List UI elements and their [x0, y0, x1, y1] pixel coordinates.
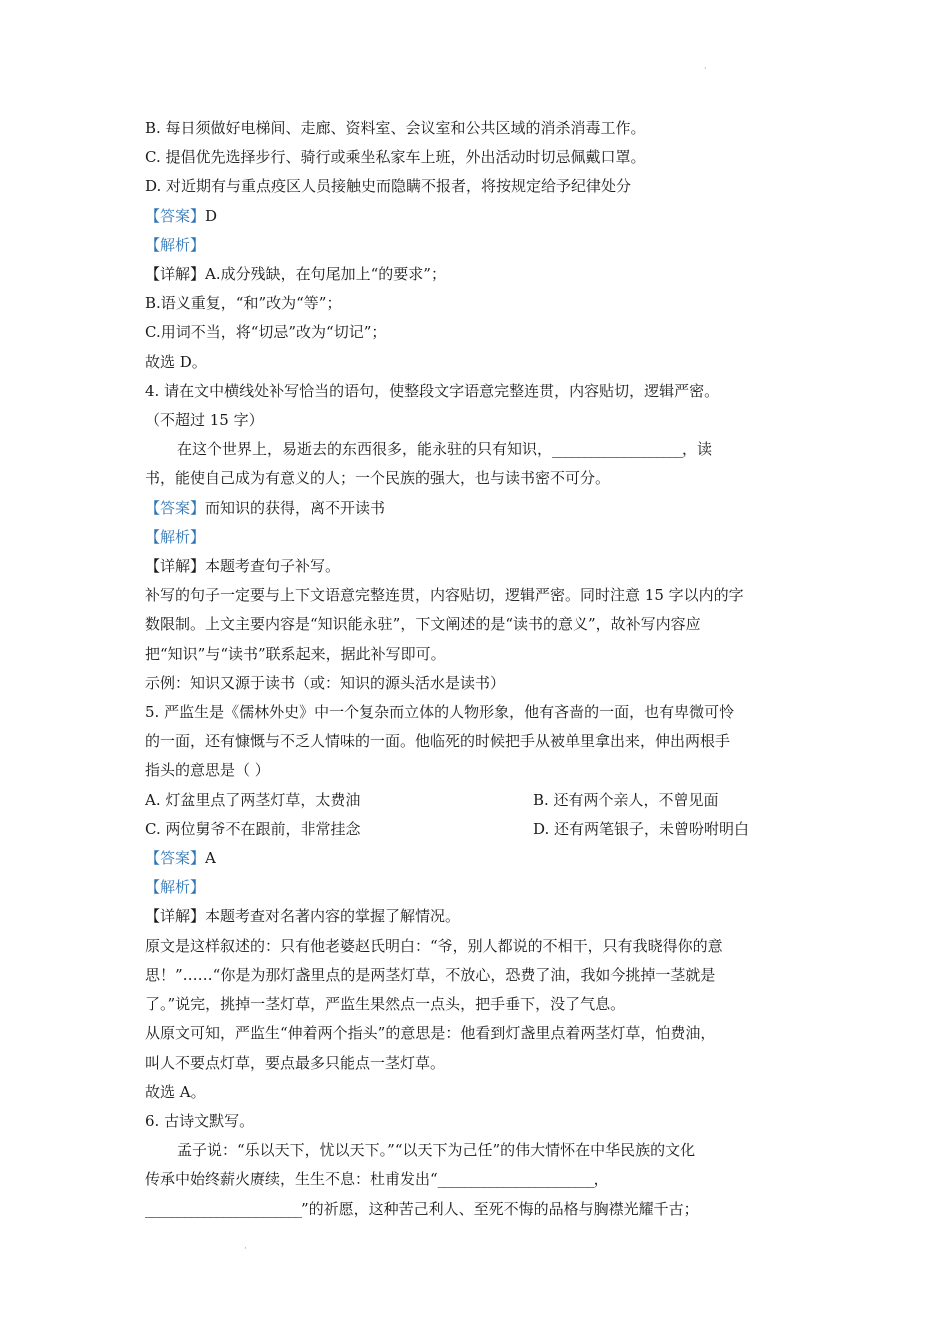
q4-answer [145, 494, 810, 523]
q5-detail-line: 思！”……“你是为那灯盏里点的是两茎灯草，不放心，恐费了油，我如今挑掉一茎就是 [145, 965, 716, 984]
q5-detail [145, 902, 810, 931]
fill-blank: ________________________ [145, 1199, 301, 1218]
q5-options-row [145, 786, 810, 815]
q5-answer [145, 844, 810, 873]
q5-analysis-tag: 【解析】 [145, 878, 206, 897]
bottom-mark: · [244, 1244, 247, 1254]
fill-blank: ________________________ [437, 1170, 594, 1189]
q3-detail-line: B.语义重复，“和”改为“等”； [145, 294, 342, 313]
q3-detail [145, 260, 810, 289]
q5-options-row [145, 815, 810, 844]
top-mark: · [704, 64, 707, 74]
q5-option-c: C. 两位舅爷不在跟前，非常挂念 [145, 819, 361, 838]
q5-option-d: D. 还有两笔银子，未曾吩咐明白 [533, 819, 750, 838]
detail-text: 本题考查句子补写。 [205, 557, 341, 576]
q4-stem-note: （不超过 15 字） [145, 411, 264, 430]
q6-passage-line [145, 1195, 810, 1224]
q4-detail-line: 把“知识”与“读书”联系起来，据此补写即可。 [145, 644, 446, 663]
q5-stem: 指头的意思是（ ） [145, 761, 270, 780]
q4-passage [145, 435, 810, 464]
detail-tag: 【详解】 [145, 907, 206, 926]
q3-conclusion: 故选 D。 [145, 352, 207, 371]
detail-text: 本题考查对名著内容的掌握了解情况。 [205, 907, 461, 926]
q5-detail-line: 了。”说完，挑掉一茎灯草，严监生果然点一点头，把手垂下，没了气息。 [145, 995, 626, 1014]
q5-detail-line: 原文是这样叙述的：只有他老婆赵氏明白：“爷，别人都说的不相干，只有我晓得你的意 [145, 936, 723, 955]
detail-text: A.成分残缺，在句尾加上“的要求”； [205, 265, 446, 284]
document-body [145, 114, 810, 1224]
q4-detail [145, 552, 810, 581]
passage-text: ”的祈愿，这种苦己利人、至死不悔的品格与胸襟光耀千古； [301, 1199, 699, 1218]
passage-text: ，读 [682, 440, 713, 459]
q4-passage-line: 书，能使自己成为有意义的人；一个民族的强大，也与读书密不可分。 [145, 469, 611, 488]
passage-text: 传承中始终薪火赓续，生生不息：杜甫发出“ [145, 1170, 438, 1189]
detail-tag: 【详解】 [145, 557, 206, 576]
q5-detail-line: 叫人不要点灯草，要点最多只能点一茎灯草。 [145, 1053, 446, 1072]
q4-example: 示例：知识又源于读书（或：知识的源头活水是读书） [145, 673, 506, 692]
q6-passage-line: 孟子说：“乐以天下，忧以天下。”“以天下为己任”的伟大情怀在中华民族的文化 [177, 1141, 696, 1160]
q4-stem: 4. 请在文中横线处补写恰当的语句，使整段文字语意完整连贯，内容贴切，逻辑严密。 [145, 381, 720, 400]
q5-stem: 5. 严监生是《儒林外史》中一个复杂而立体的人物形象，他有吝啬的一面，也有卑微可怜 [145, 703, 735, 722]
q3-option-b: B. 每日须做好电梯间、走廊、资料室、会议室和公共区域的消杀消毒工作。 [145, 119, 646, 137]
detail-tag: 【详解】 [145, 265, 206, 284]
q5-conclusion: 故选 A。 [145, 1082, 206, 1101]
answer-tag: 【答案】 [145, 206, 206, 225]
q3-answer [145, 202, 810, 231]
q4-detail-line: 数限制。上文主要内容是“知识能永驻”，下文阐述的是“读书的意义”，故补写内容应 [145, 615, 701, 634]
fill-blank: ____________________ [552, 440, 683, 459]
q4-detail-line: 补写的句子一定要与上下文语意完整连贯，内容贴切，逻辑严密。同时注意 15 字以内的字 [145, 586, 744, 605]
q4-analysis-tag: 【解析】 [145, 527, 206, 546]
q6-stem: 6. 古诗文默写。 [145, 1111, 255, 1130]
q5-option-b: B. 还有两个亲人，不曾见面 [533, 790, 719, 809]
answer-text: D [205, 206, 218, 225]
q6-passage-line [145, 1165, 810, 1194]
q5-option-a: A. 灯盆里点了两茎灯草，太费油 [145, 790, 361, 809]
q5-detail-line: 从原文可知，严监生“伸着两个指头”的意思是：他看到灯盏里点着两茎灯草，怕费油， [145, 1024, 716, 1043]
q5-stem: 的一面，还有慷慨与不乏人情味的一面。他临死的时候把手从被单里拿出来，伸出两根手 [145, 732, 731, 751]
answer-tag: 【答案】 [145, 498, 206, 517]
q3-option-c: C. 提倡优先选择步行、骑行或乘坐私家车上班，外出活动时切忌佩戴口罩。 [145, 148, 646, 167]
answer-tag: 【答案】 [145, 849, 206, 868]
answer-text: A [205, 849, 216, 868]
q3-detail-line: C.用词不当，将“切忌”改为“切记”； [145, 323, 387, 342]
q3-analysis-tag: 【解析】 [145, 235, 206, 254]
q3-option-d: D. 对近期有与重点疫区人员接触史而隐瞒不报者，将按规定给予纪律处分 [145, 177, 632, 196]
passage-text: 在这个世界上，易逝去的东西很多，能永驻的只有知识， [177, 440, 553, 459]
passage-text: ， [593, 1170, 609, 1189]
answer-text: 而知识的获得，离不开读书 [205, 498, 386, 517]
